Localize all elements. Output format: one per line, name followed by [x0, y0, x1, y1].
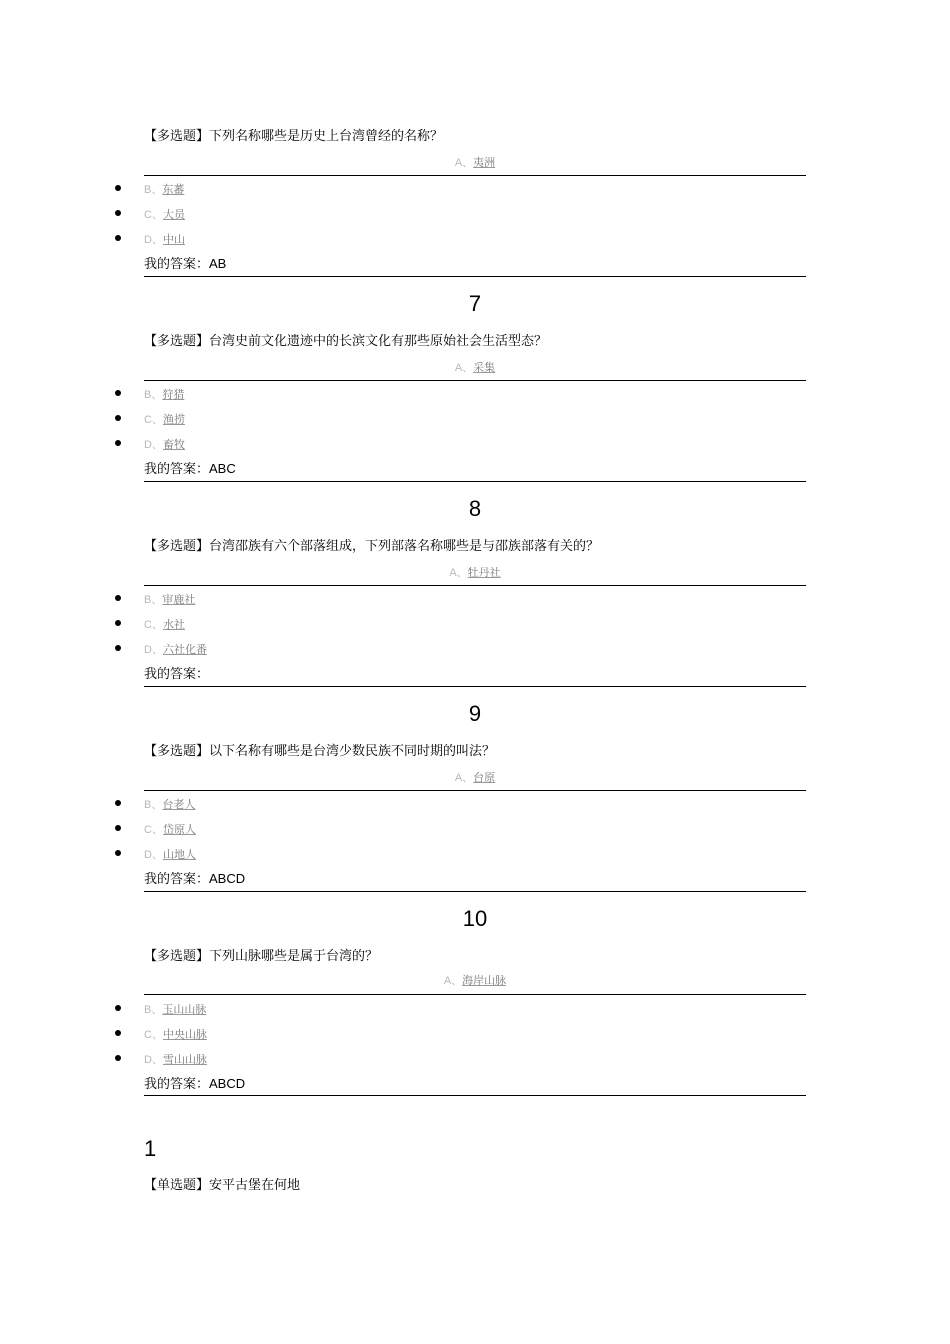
question-text: [144, 538, 599, 556]
question-text: [144, 333, 547, 351]
bullet-icon: [115, 800, 121, 806]
option-a[interactable]: A、台原: [454, 771, 496, 784]
bullet-icon: [115, 415, 121, 421]
divider: [144, 790, 806, 791]
option-c[interactable]: C、水社: [144, 618, 185, 631]
question-text: [144, 128, 443, 146]
divider: [144, 481, 806, 482]
bullet-icon: [115, 440, 121, 446]
question-text: [144, 1177, 300, 1195]
option-label[interactable]: 审鹿社: [162, 593, 196, 606]
divider: [144, 686, 806, 687]
divider: [144, 175, 806, 176]
question-body: 下列名称哪些是历史上台湾曾经的名称？: [209, 129, 444, 144]
answer-label: 我的答案：: [144, 1077, 210, 1092]
question-text: [144, 743, 495, 761]
answer-label: 我的答案：: [144, 462, 210, 477]
option-b[interactable]: B、东蕃: [144, 183, 185, 196]
divider: [144, 891, 806, 892]
question-number: 10: [462, 906, 488, 931]
question-type-tag: 【多选题】: [144, 129, 210, 144]
question-type-tag: 【多选题】: [144, 334, 210, 349]
option-label[interactable]: 中山: [162, 233, 185, 246]
option-label[interactable]: 玉山山脉: [162, 1003, 207, 1016]
option-b[interactable]: B、玉山山脉: [144, 1003, 207, 1016]
option-d[interactable]: D、六社化番: [144, 643, 207, 656]
bullet-icon: [115, 1030, 121, 1036]
answer-value: ABC: [209, 461, 236, 476]
divider: [144, 1095, 806, 1096]
option-b[interactable]: B、审鹿社: [144, 593, 196, 606]
question-number: 9: [468, 701, 482, 726]
option-a[interactable]: A、采集: [454, 361, 496, 374]
option-label[interactable]: 夷洲: [473, 156, 496, 169]
question-type-tag: 【单选题】: [144, 1178, 210, 1193]
option-label[interactable]: 台原: [473, 771, 496, 784]
option-c[interactable]: C、大员: [144, 208, 185, 221]
my-answer: [144, 255, 226, 274]
answer-value: ABCD: [209, 1076, 246, 1091]
bullet-icon: [115, 620, 121, 626]
option-label[interactable]: 狩猎: [162, 388, 185, 401]
option-a[interactable]: A、牡丹社: [449, 566, 501, 579]
answer-value: ABCD: [209, 871, 246, 886]
answer-label: 我的答案：: [144, 872, 210, 887]
option-a[interactable]: A、夷洲: [454, 156, 496, 169]
bullet-icon: [115, 1005, 121, 1011]
bullet-icon: [115, 235, 121, 241]
bullet-icon: [115, 850, 121, 856]
bullet-icon: [115, 1055, 121, 1061]
my-answer: [144, 665, 209, 684]
divider: [144, 380, 806, 381]
question-body: 台湾邵族有六个部落组成，下列部落名称哪些是与邵族部落有关的？: [209, 539, 600, 554]
option-a[interactable]: A、海岸山脉: [443, 974, 507, 987]
option-c[interactable]: C、渔捞: [144, 413, 185, 426]
bullet-icon: [115, 645, 121, 651]
option-label[interactable]: 海岸山脉: [462, 974, 507, 987]
option-b[interactable]: B、台老人: [144, 798, 196, 811]
option-label[interactable]: 台老人: [162, 798, 196, 811]
option-b[interactable]: B、狩猎: [144, 388, 185, 401]
question-number: 8: [468, 496, 482, 521]
option-label[interactable]: 畜牧: [162, 438, 185, 451]
my-answer: [144, 460, 236, 479]
option-label[interactable]: 东蕃: [162, 183, 185, 196]
question-body: 台湾史前文化遗迹中的长滨文化有那些原始社会生活型态？: [209, 334, 548, 349]
option-label[interactable]: 渔捞: [162, 413, 185, 426]
option-d[interactable]: D、中山: [144, 233, 185, 246]
question-number: 7: [468, 291, 482, 316]
my-answer: [144, 1075, 245, 1094]
option-c[interactable]: C、岱原人: [144, 823, 196, 836]
answer-label: 我的答案：: [144, 667, 210, 682]
divider: [144, 276, 806, 277]
option-label[interactable]: 大员: [162, 208, 185, 221]
divider: [144, 994, 806, 995]
question-type-tag: 【多选题】: [144, 539, 210, 554]
option-d[interactable]: D、山地人: [144, 848, 196, 861]
option-c[interactable]: C、中央山脉: [144, 1028, 207, 1041]
option-label[interactable]: 中央山脉: [162, 1028, 207, 1041]
option-label[interactable]: 牡丹社: [467, 566, 501, 579]
question-type-tag: 【多选题】: [144, 744, 210, 759]
my-answer: [144, 870, 245, 889]
answer-label: 我的答案：: [144, 257, 210, 272]
bullet-icon: [115, 185, 121, 191]
option-label[interactable]: 水社: [162, 618, 185, 631]
divider: [144, 585, 806, 586]
option-d[interactable]: D、雪山山脉: [144, 1053, 207, 1066]
bullet-icon: [115, 595, 121, 601]
question-type-tag: 【多选题】: [144, 949, 210, 964]
bullet-icon: [115, 825, 121, 831]
option-label[interactable]: 雪山山脉: [162, 1053, 207, 1066]
question-body: 以下名称有哪些是台湾少数民族不同时期的叫法？: [209, 744, 496, 759]
question-number: 1: [144, 1136, 157, 1161]
question-text: [144, 948, 378, 966]
option-label[interactable]: 岱原人: [162, 823, 196, 836]
bullet-icon: [115, 210, 121, 216]
option-label[interactable]: 六社化番: [162, 643, 207, 656]
option-d[interactable]: D、畜牧: [144, 438, 185, 451]
question-body: 下列山脉哪些是属于台湾的？: [209, 949, 379, 964]
option-label[interactable]: 采集: [473, 361, 496, 374]
question-body: 安平古堡在何地: [209, 1178, 301, 1193]
bullet-icon: [115, 390, 121, 396]
option-label[interactable]: 山地人: [162, 848, 196, 861]
answer-value: AB: [209, 256, 227, 271]
